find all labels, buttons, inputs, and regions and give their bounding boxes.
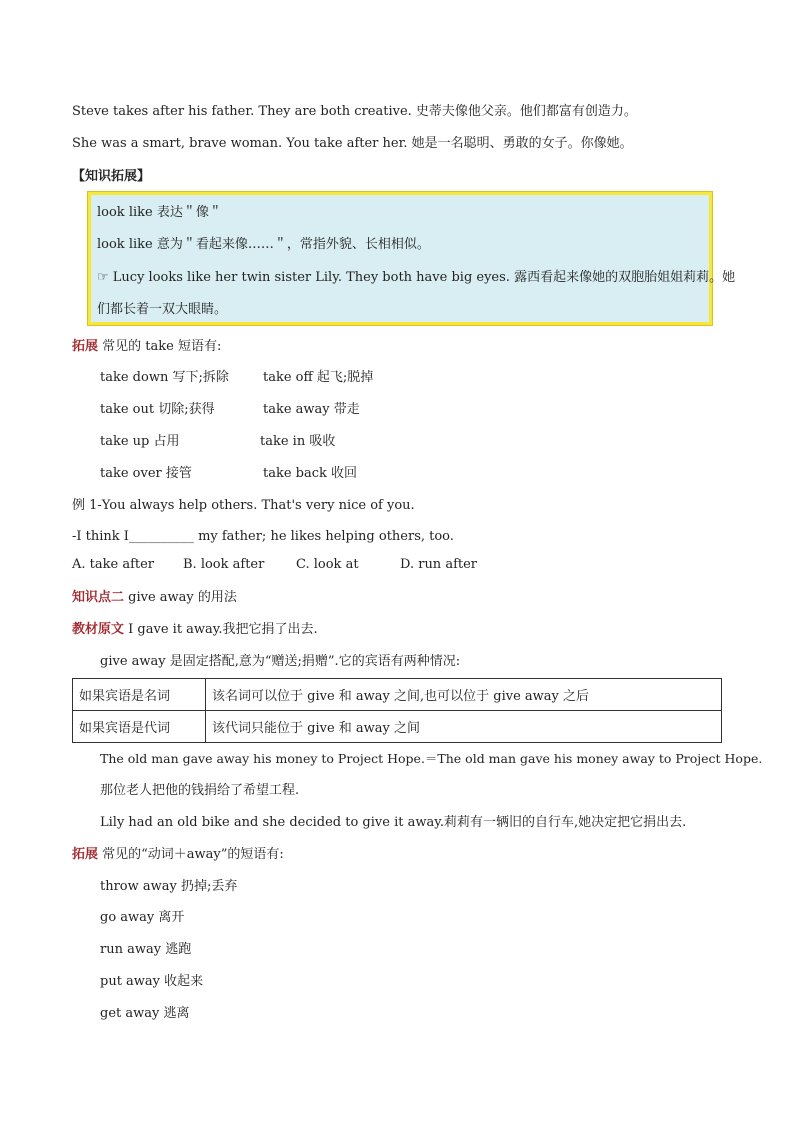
take-phrase: take in 吸收 (260, 434, 336, 449)
example-sentence-steve: Steve takes after his father. They are both creative. 史蒂夫像他父亲。他们都富有创造力。 (72, 104, 637, 119)
extension-label: 拓展 (72, 847, 99, 862)
knowledge-header: 【知识拓展】 (72, 169, 151, 184)
point-label: 知识点二 (72, 590, 125, 605)
take-phrase: take back 收回 (263, 466, 358, 481)
extension-text: 常见的“动词＋away”的短语有: (98, 847, 284, 862)
example-question-1: 例 1-You always help others. That's very nice of you. (72, 498, 415, 513)
option-b: B. look after (183, 557, 265, 572)
extension-away-heading (72, 845, 284, 865)
table-cell: 该名词可以位于 give 和 away 之间,也可以位于 give away 之后 (206, 679, 722, 711)
give-away-explanation: give away 是固定搭配,意为“赠送;捐赠”.它的宾语有两种情况: (100, 654, 461, 669)
original-text: I gave it away.我把它捐了出去. (124, 622, 318, 637)
table-row (73, 679, 722, 711)
take-phrase: take out 切除;获得 (100, 402, 215, 417)
point-text: give away 的用法 (124, 590, 237, 605)
away-phrase: get away 逃离 (100, 1006, 190, 1021)
box-line-1: look like 表达＂像＂ (97, 205, 222, 220)
knowledge-point-2 (72, 588, 237, 608)
table-cell: 如果宾语是名词 (73, 679, 206, 711)
textbook-original (72, 620, 318, 640)
table-row (73, 711, 722, 743)
usage-table (72, 678, 722, 743)
example-sentence-lily: Lily had an old bike and she decided to give it away.莉莉有一辆旧的自行车,她决定把它捐出去. (100, 815, 687, 830)
away-phrase: go away 离开 (100, 910, 185, 925)
knowledge-box (88, 192, 736, 325)
example-sentence-old-man: The old man gave away his money to Project Hope.＝The old man gave his money away to Project Hope. (100, 751, 763, 766)
example-sentence-she: She was a smart, brave woman. You take after her. 她是一名聪明、勇敢的女子。你像她。 (72, 136, 633, 151)
box-line-3: ☞ Lucy looks like her twin sister Lily. They both have big eyes. 露西看起来像她的双胞胎姐姐莉莉。她 (97, 270, 736, 285)
table-cell: 该代词只能位于 give 和 away 之间 (206, 711, 722, 743)
extension-text: 常见的 take 短语有: (98, 339, 222, 354)
take-phrase: take up 占用 (100, 434, 180, 449)
option-d: D. run after (400, 557, 478, 572)
example-question-2: -I think I__________ my father; he likes helping others, too. (72, 529, 454, 544)
away-phrase: throw away 扔掉;丢弃 (100, 879, 238, 894)
extension-label: 拓展 (72, 339, 99, 354)
take-phrase: take off 起飞;脱掉 (263, 370, 374, 385)
original-label: 教材原文 (72, 622, 125, 637)
example-translation-old-man: 那位老人把他的钱捐给了希望工程. (100, 783, 300, 798)
box-line-4: 们都长着一双大眼睛。 (97, 302, 228, 317)
extension-take-heading (72, 337, 221, 357)
take-phrase: take away 带走 (263, 402, 360, 417)
take-phrase: take down 写下;拆除 (100, 370, 229, 385)
option-a: A. take after (72, 557, 155, 572)
option-c: C. look at (296, 557, 359, 572)
table-cell: 如果宾语是代词 (73, 711, 206, 743)
away-phrase: put away 收起来 (100, 974, 204, 989)
away-phrase: run away 逃跑 (100, 942, 192, 957)
take-phrase: take over 接管 (100, 466, 192, 481)
box-line-2: look like 意为＂看起来像……＂，常指外貌、长相相似。 (97, 237, 430, 252)
